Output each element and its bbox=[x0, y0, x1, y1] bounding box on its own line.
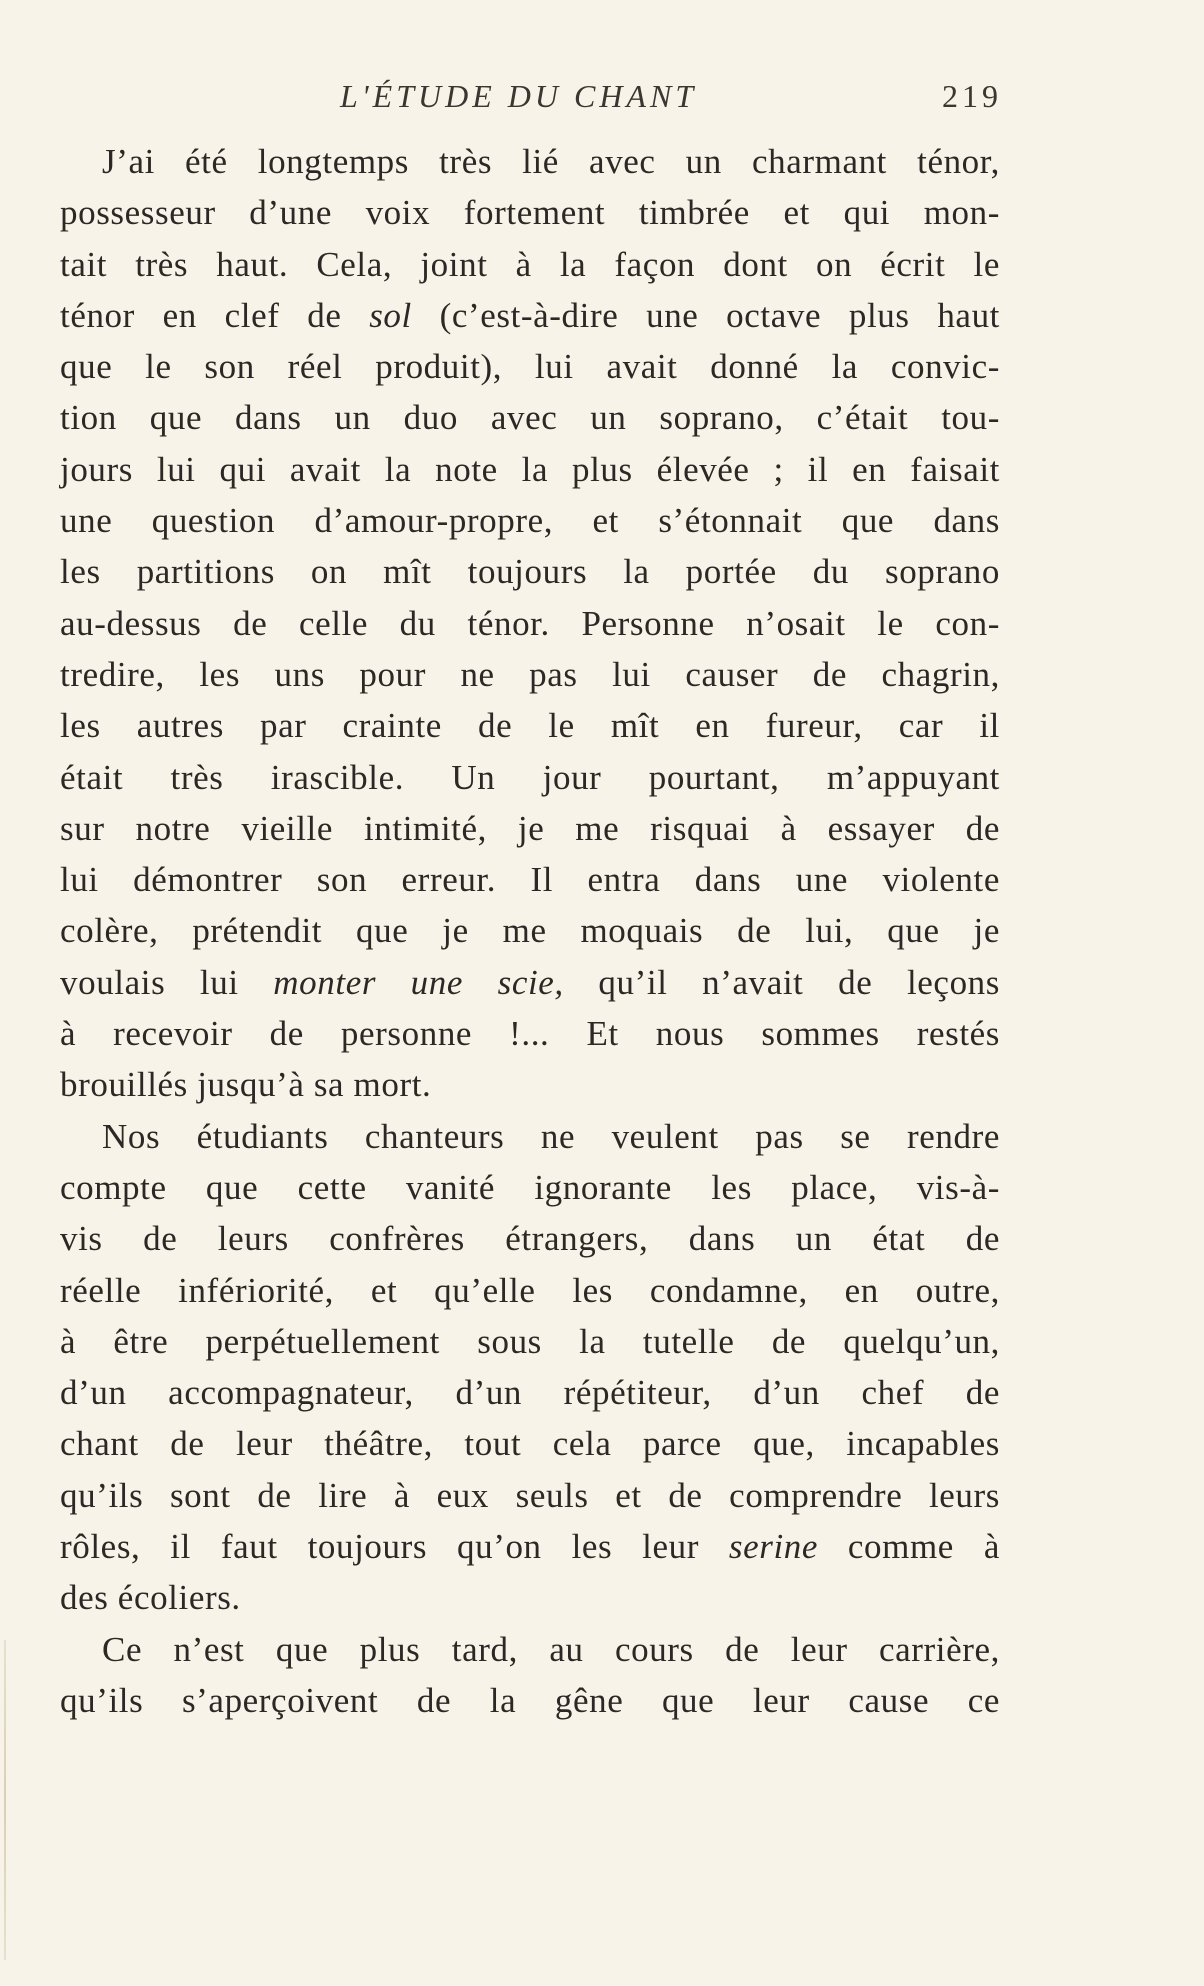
text-line: à être perpétuellement sous la tutelle de quelqu’un, bbox=[60, 1321, 1000, 1361]
text-line: réelle infériorité, et qu’elle les condamne, en outre, bbox=[60, 1270, 1000, 1310]
text-line: jours lui qui avait la note la plus élevée ; il en faisait bbox=[60, 449, 1000, 489]
text-line: Ce n’est que plus tard, au cours de leur carrière, bbox=[102, 1629, 1000, 1669]
italic-phrase: sol bbox=[369, 295, 412, 335]
body-text bbox=[60, 136, 1000, 1726]
running-header bbox=[340, 78, 1002, 128]
text-line: sur notre vieille intimité, je me risquai à essayer de bbox=[60, 808, 1000, 848]
text-line: les partitions on mît toujours la portée du soprano bbox=[60, 552, 1000, 592]
italic-phrase: serine bbox=[728, 1527, 819, 1567]
text-line: au-dessus de celle du ténor. Personne n’osait le con- bbox=[60, 603, 1000, 643]
text-line: qu’ils sont de lire à eux seuls et de comprendre leurs bbox=[60, 1475, 1000, 1515]
text-segment: voulais lui bbox=[60, 962, 274, 1002]
text-line bbox=[60, 957, 1000, 1008]
text-line: était très irascible. Un jour pourtant, m’appuyant bbox=[60, 757, 1000, 797]
text-line: tion que dans un duo avec un soprano, c’était tou- bbox=[60, 398, 1000, 438]
running-title: L'ÉTUDE DU CHANT bbox=[340, 78, 698, 114]
text-segment: comme à bbox=[818, 1527, 1000, 1567]
text-line: compte que cette vanité ignorante les place, vis-à- bbox=[60, 1167, 1000, 1207]
text-line bbox=[60, 1521, 1000, 1572]
text-line bbox=[60, 290, 1000, 341]
text-segment: rôles, il faut toujours qu’on les leur bbox=[60, 1527, 729, 1567]
text-line: que le son réel produit), lui avait donné la convic- bbox=[60, 347, 1000, 387]
text-line: d’un accompagnateur, d’un répétiteur, d’un chef de bbox=[60, 1373, 1000, 1413]
text-line: qu’ils s’aperçoivent de la gêne que leur cause ce bbox=[60, 1680, 1000, 1720]
italic-phrase: monter une scie, bbox=[273, 962, 564, 1002]
text-line: brouillés jusqu’à sa mort. bbox=[60, 1065, 432, 1105]
text-line: une question d’amour-propre, et s’étonnait que dans bbox=[60, 501, 1000, 541]
text-line: tredire, les uns pour ne pas lui causer de chagrin, bbox=[60, 654, 1000, 694]
text-line: à recevoir de personne !... Et nous sommes restés bbox=[60, 1014, 1000, 1054]
page-number: 219 bbox=[942, 78, 1002, 114]
text-line: les autres par crainte de le mît en fureur, car il bbox=[60, 706, 1000, 746]
text-line: des écoliers. bbox=[60, 1578, 241, 1618]
text-line: tait très haut. Cela, joint à la façon dont on écrit le bbox=[60, 244, 1000, 284]
text-line: J’ai été longtemps très lié avec un charmant ténor, bbox=[102, 142, 1000, 181]
page-edge-shadow bbox=[4, 1640, 6, 1960]
text-line: chant de leur théâtre, tout cela parce que, incapables bbox=[60, 1424, 1000, 1464]
text-segment: (c’est-à-dire une octave plus haut bbox=[411, 295, 1000, 335]
text-line: colère, prétendit que je me moquais de lui, que je bbox=[60, 911, 1000, 951]
text-line: Nos étudiants chanteurs ne veulent pas se rendre bbox=[102, 1116, 1000, 1156]
text-segment: ténor en clef de bbox=[60, 295, 370, 335]
text-segment: qu’il n’avait de leçons bbox=[563, 962, 1000, 1002]
text-line: lui démontrer son erreur. Il entra dans une violente bbox=[60, 860, 1000, 900]
text-line: possesseur d’une voix fortement timbrée et qui mon- bbox=[60, 193, 1000, 233]
text-line: vis de leurs confrères étrangers, dans un état de bbox=[60, 1219, 1000, 1259]
